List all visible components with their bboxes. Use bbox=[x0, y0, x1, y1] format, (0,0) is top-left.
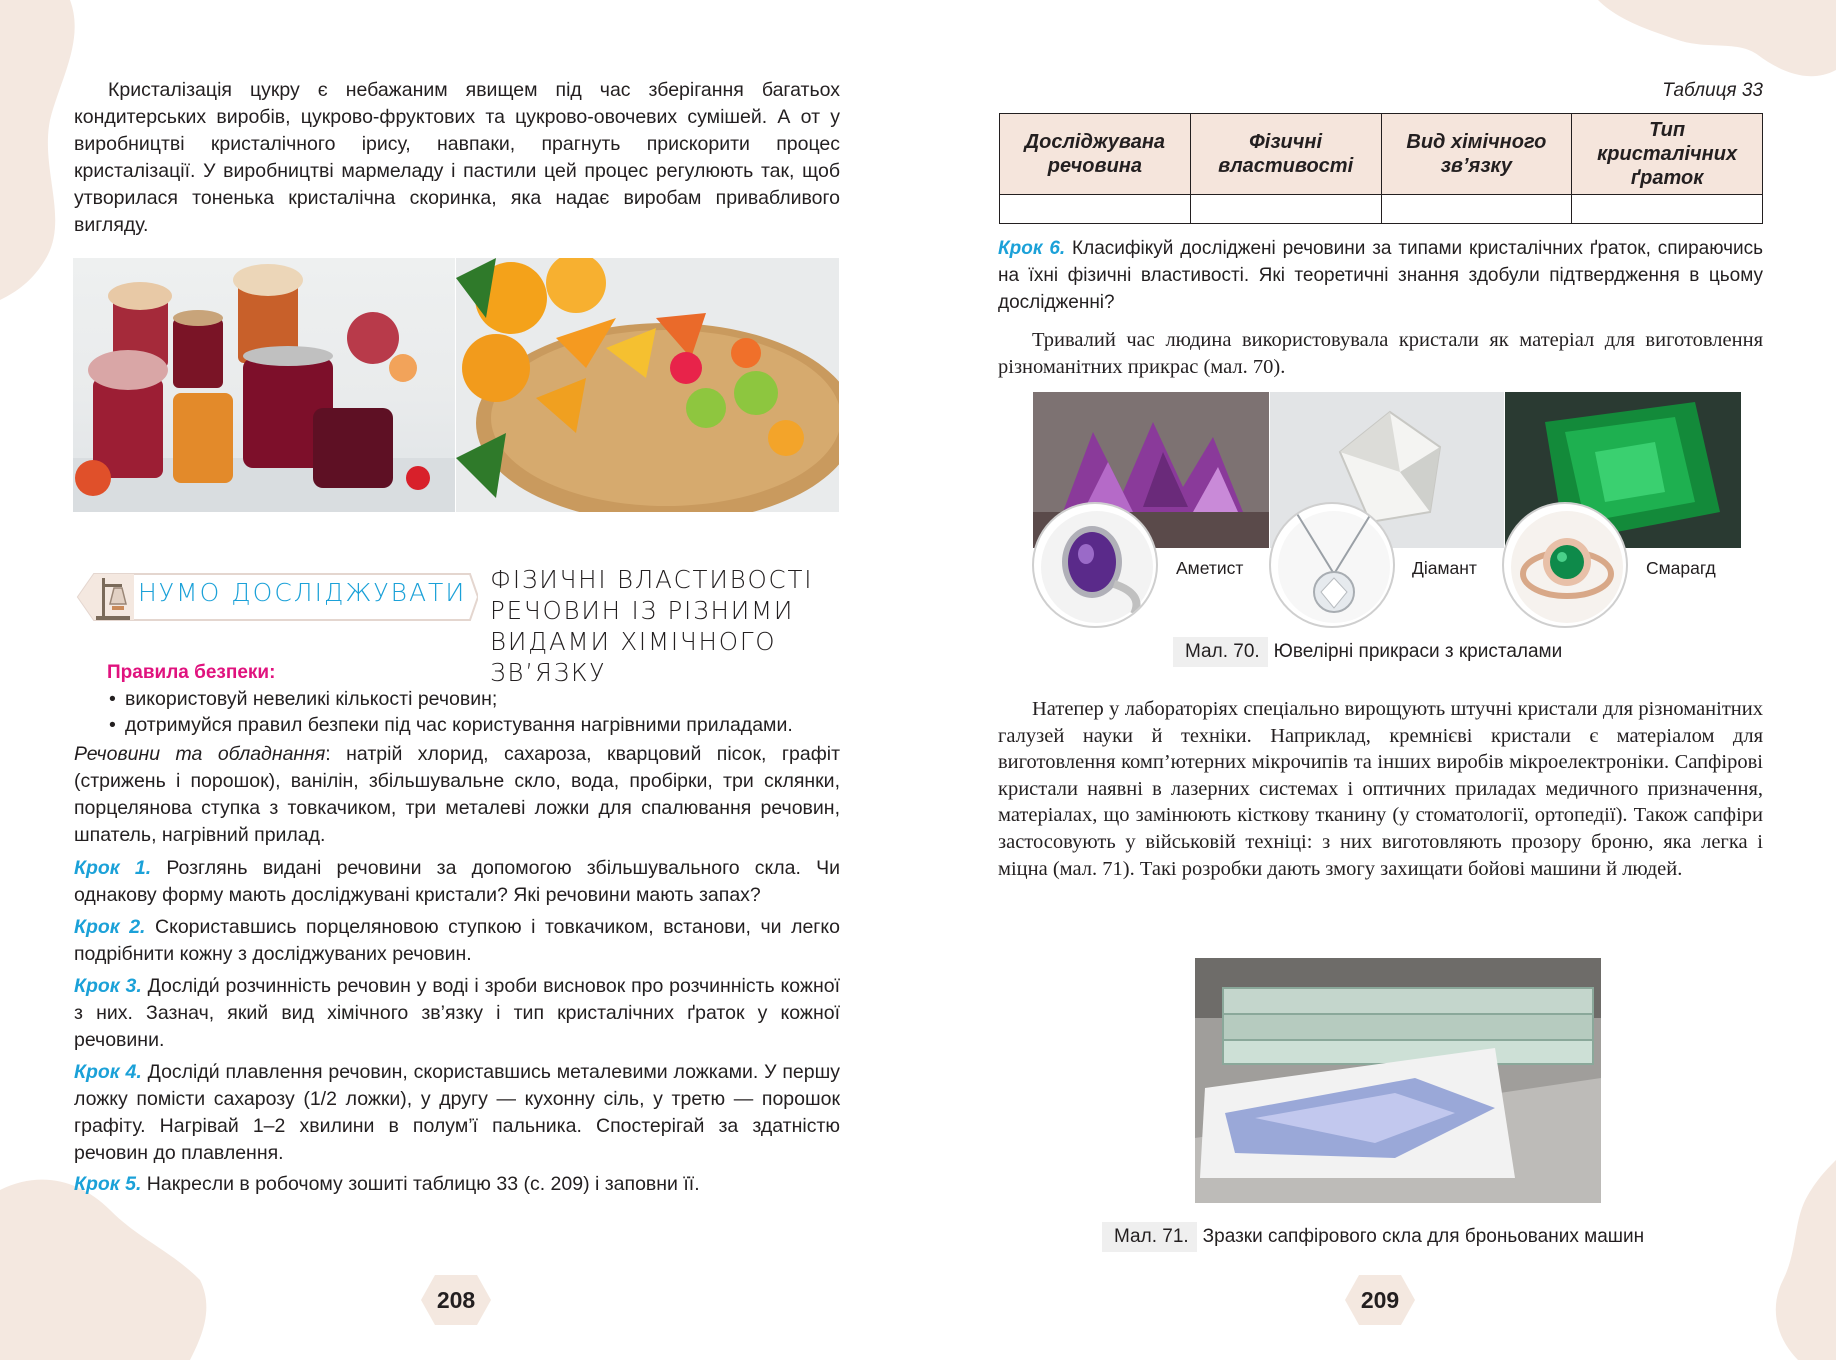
marmalade-photo bbox=[456, 258, 839, 512]
safety-title: Правила безпеки: bbox=[107, 662, 276, 683]
materials-paragraph bbox=[74, 741, 840, 849]
step-label: Крок 5. bbox=[74, 1173, 142, 1195]
corner-decoration-top-right bbox=[1598, 0, 1836, 90]
page-number: 209 bbox=[1360, 1287, 1400, 1313]
table-33 bbox=[999, 113, 1763, 224]
step-text: Накресли в робочому зошиті таблицю 33 (с. 209) і заповни її. bbox=[141, 1173, 700, 1195]
corner-decoration-bottom-right bbox=[1738, 1160, 1836, 1360]
table-caption: Таблиця 33 bbox=[1662, 80, 1763, 101]
step-2 bbox=[74, 914, 840, 968]
step-text: Досліди́ плавлення речовин, скориставшись металевими ложками. У першу ложку помісти сахарозу (1/2 ложки), у другу — кухонну сіль, у третю — порошок графіту. Нагрівай 1–2 хвилини в полум’ї пальника. Спостерігай за здатністю речовин до плавлення. bbox=[74, 1061, 841, 1164]
table-cell bbox=[1572, 195, 1763, 224]
safety-item: • дотримуйся правил безпеки під час користування нагрівними приладами. bbox=[107, 712, 793, 738]
step-label: Крок 6. bbox=[998, 238, 1066, 259]
lab-banner bbox=[74, 570, 478, 624]
gem-label-amethyst: Аметист bbox=[1176, 558, 1244, 578]
step-text: Розглянь видані речовини за допомогою збільшувального скла. Чи однакову форму мають досліджувані кристали? Які речовини мають запах? bbox=[74, 857, 840, 906]
banner-label: НУМО ДОСЛІДЖУВАТИ bbox=[138, 578, 467, 607]
lab-title: ФІЗИЧНІ ВЛАСТИВОСТІ РЕЧОВИН ІЗ РІЗНИМИ ВИДАМИ ХІМІЧНОГО ЗВ’ЯЗКУ bbox=[490, 565, 814, 687]
gem-label-diamond: Діамант bbox=[1412, 558, 1477, 578]
jam-jars-photo bbox=[73, 258, 455, 512]
table-header-row bbox=[1000, 114, 1763, 195]
page-number-badge bbox=[419, 1273, 493, 1327]
sapphire-glass-photo bbox=[1195, 958, 1601, 1203]
figure-70-caption bbox=[1173, 637, 1562, 667]
emerald-ring-circle bbox=[1502, 502, 1628, 628]
paragraph-crystals: Натепер у лабораторіях спеціально вирощують штучні кристали для різноманітних галузей науки й техніки. Наприклад, кремнієві кристали є матеріалом для виготовлення комп’ютерних мікрочипів та інших виробів мікроелектроніки. Сапфірові кристали наявні в лазерних системах і оптичних приладах медичного призначення, матеріалах, що замінюють кісткову тканину (у стоматології, ортопедії). Також сапфіри застосовують у військовій техніці: з них виготовляють прозору броню, яка легка і міцна (мал. 71). Такі розробки дають змогу захищати бойові машини й людей. bbox=[998, 698, 1763, 880]
diamond-pendant-circle bbox=[1269, 502, 1395, 628]
table-header-cell: Фізичні властивості bbox=[1190, 114, 1381, 195]
step-label: Крок 1. bbox=[74, 857, 152, 879]
intro-paragraph: Кристалізація цукру є небажаним явищем під час зберігання багатьох кондитерських виробів, цукрово-фруктових та цукрово-овочевих сумішей. А от у виробництві кристалічного ірису, навпаки, прагнуть прискорити процес кристалізації. У виробництві мармеладу і пастили цей процес регулюють так, щоб утворилася тоненька кристалічна скоринка, яка надає виробам привабливого вигляду. bbox=[74, 79, 840, 236]
table-cell bbox=[1190, 195, 1381, 224]
materials-text: : натрій хлорид, сахароза, кварцовий пісок, графіт (стрижень і порошок), ванілін, збільшувальне скло, вода, пробірки, три склянки, порцелянова ступка з товкачиком, три металеві ложки для спалювання речовин, шпатель, нагрівний прилад. bbox=[74, 743, 840, 846]
step-5 bbox=[74, 1171, 840, 1198]
figure-caption-text: Ювелірні прикраси з кристалами bbox=[1273, 641, 1563, 662]
page-number-badge bbox=[1343, 1273, 1417, 1327]
table-cell bbox=[1000, 195, 1191, 224]
step-label: Крок 2. bbox=[74, 916, 146, 938]
step-text: Скориставшись порцеляновою ступкою і товкачиком, встанови, чи легко подрібнити кожну з досліджуваних речовин. bbox=[74, 916, 840, 965]
table-header-cell: Тип кристалічних ґраток bbox=[1572, 114, 1763, 195]
figure-71-caption bbox=[1102, 1222, 1644, 1252]
step-text: Класифікуй досліджені речовини за типами кристалічних ґраток, спираючись на їхні фізичні властивості. Які теоретичні знання здобули підтвердження в цьому дослідженні? bbox=[998, 238, 1763, 313]
figure-number: Мал. 70. bbox=[1173, 637, 1268, 667]
table-header-cell: Вид хімічного зв’язку bbox=[1381, 114, 1572, 195]
step-text: Досліди́ розчинність речовин у воді і зроби висновок про розчинність кожної з них. Зазнач, який вид хімічного зв’язку і тип кристалічних ґраток у кожної речовини. bbox=[74, 975, 841, 1051]
step-label: Крок 3. bbox=[74, 975, 142, 997]
gem-label-emerald: Смарагд bbox=[1646, 558, 1716, 578]
amethyst-ring-circle bbox=[1032, 502, 1158, 628]
step-4 bbox=[74, 1059, 840, 1167]
safety-list bbox=[107, 686, 793, 738]
step-1 bbox=[74, 855, 840, 909]
table-cell bbox=[1381, 195, 1572, 224]
paragraph-jewelry: Тривалий час людина використовувала кристали як матеріал для виготовлення різноманітних прикрас (мал. 70). bbox=[998, 329, 1763, 378]
safety-item: • використовуй невеликі кількості речовин; bbox=[107, 686, 793, 712]
table-row bbox=[1000, 195, 1763, 224]
figure-number: Мал. 71. bbox=[1102, 1222, 1197, 1252]
right-page bbox=[918, 0, 1836, 1360]
page-number: 208 bbox=[436, 1287, 476, 1313]
step-3 bbox=[74, 973, 840, 1054]
materials-label: Речовини та обладнання bbox=[74, 743, 326, 765]
step-label: Крок 4. bbox=[74, 1061, 142, 1083]
step-6 bbox=[998, 235, 1763, 316]
table-header-cell: Досліджувана речовина bbox=[1000, 114, 1191, 195]
figure-caption-text: Зразки сапфірового скла для броньованих машин bbox=[1202, 1226, 1645, 1247]
